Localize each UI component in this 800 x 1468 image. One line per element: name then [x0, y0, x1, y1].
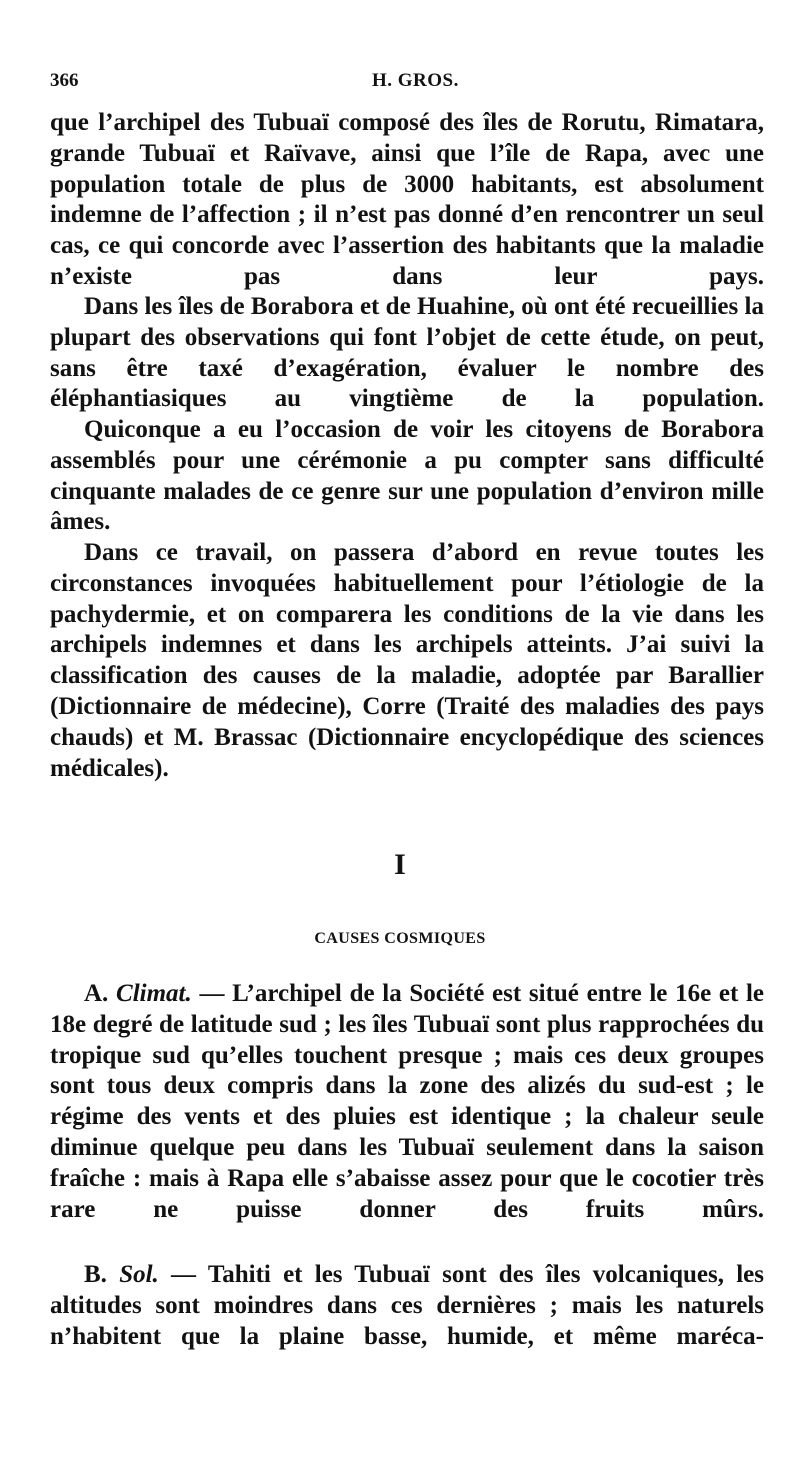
subsection-dash: —	[171, 1261, 197, 1288]
page-number: 366	[50, 70, 79, 91]
paragraph-borabora-huahine: Dans les îles de Borabora et de Huahine, où ont été recueillies la plupart des observations qui font l’objet de cette étude, on peut, sans être taxé d’exagération, évaluer le nombre des éléphantiasiques au vingtième de la population.	[50, 293, 764, 413]
subsection-climat	[50, 979, 764, 1225]
running-title: H. GROS.	[372, 70, 459, 91]
section-title: CAUSES COSMIQUES	[314, 930, 486, 947]
running-header	[50, 70, 764, 100]
subsection-text: L’archipel de la Société est situé entre le 16e et le 18e degré de latitude sud ; les îles Tubuaï sont plus rapprochées du tropique sud qu’elles touchent presque ; mais ces deux groupes sont tous deux compris dans la zone des alizés du sud-est ; le régime des vents et des pluies est identique ; la chaleur seule diminue quelque peu dans les Tubuaï seulement dans la saison fraîche : mais à Rapa elle s’abaisse assez pour que le cocotier très rare ne puisse donner des fruits mûrs.	[50, 980, 765, 1223]
subsection-title: Climat.	[116, 980, 192, 1007]
paragraph-plan-du-travail: Dans ce travail, on passera d’abord en revue toutes les circonstances invoquées habituellement pour l’étiologie de la pachydermie, et on comparera les conditions de la vie dans les archipels indemnes et dans les archipels atteints. J’ai suivi la classification des causes de la maladie, adoptée par Barallier (Dictionnaire de médecine), Corre (Traité des maladies des pays chauds) et M. Brassac (Dictionnaire encyclopédique des sciences médicales).	[50, 539, 764, 782]
subsection-dash: —	[199, 980, 225, 1007]
paragraph-continuation: que l’archipel des Tubuaï composé des îles de Rorutu, Rimatara, grande Tubuaï et Raïvave, ainsi que l’île de Rapa, avec une population totale de plus de 3000 habitants, est absolument indemne de l’affection ; il n’est pas donné d’en rencontrer un seul cas, ce qui concorde avec l’assertion des habitants que la maladie n’existe pas dans leur pays.	[50, 109, 764, 290]
subsection-label: B.	[84, 1261, 107, 1288]
subsection-sol	[50, 1260, 764, 1352]
paragraph-citoyens-borabora: Quiconque a eu l’occasion de voir les citoyens de Borabora assemblés pour une cérémonie a pu compter sans difficulté cinquante malades de ce genre sur une population d’environ mille âmes.	[50, 416, 764, 536]
section-number: I	[394, 848, 406, 881]
subsection-label: A.	[84, 980, 109, 1007]
subsection-text: Tahiti et les Tubuaï sont des îles volcaniques, les altitudes sont moindres dans ces dernières ; mais les naturels n’habitent que la plaine basse, humide, et même maréca-	[50, 1261, 765, 1350]
subsection-title: Sol.	[119, 1261, 159, 1288]
